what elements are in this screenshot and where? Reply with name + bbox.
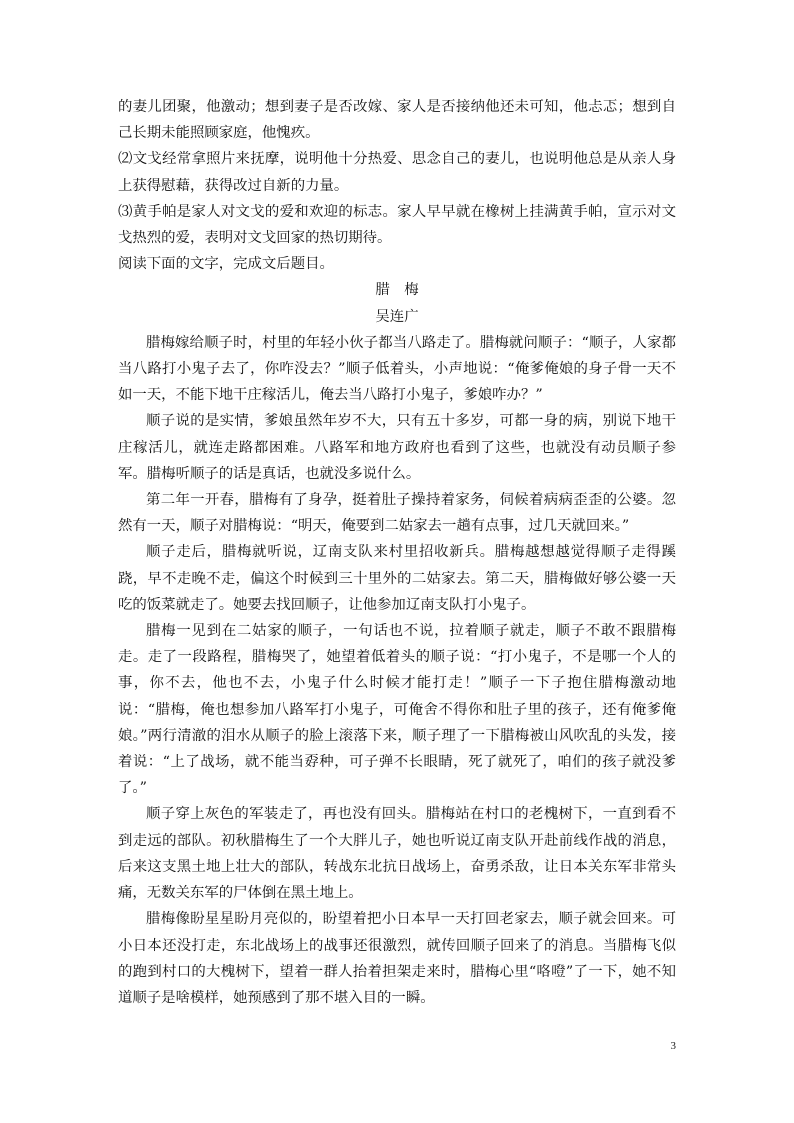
story-paragraph-6: 顺子穿上灰色的军装走了，再也没有回头。腊梅站在村口的老槐树下，一直到看不到走远的部队。初秋腊梅生了一个大胖儿子，她也听说辽南支队开赴前线作战的消息，后来这支黑土地上壮大的部队，转战东北抗日战场上，奋勇杀敌，让日本关东军非常头痛，无数关东军的尸体倒在黑土地上。 bbox=[118, 806, 676, 902]
story-paragraph-5: 腊梅一见到在二姑家的顺子，一句话也不说，拉着顺子就走，顺子不敢不跟腊梅走。走了一段路程，腊梅哭了，她望着低着头的顺子说：“打小鬼子，不是哪一个人的事，你不去，他也不去，小鬼子什么时候才能打走！”顺子一下子抱住腊梅激动地说：“腊梅，俺也想参加八路军打小鬼子，可俺舍不得你和肚子里的孩子，还有俺爹俺娘。”两行清澈的泪水从顺子的脸上滚落下来，顺子理了一下腊梅被山风吹乱的头发，接着说：“上了战场，就不能当孬种，可子弹不长眼睛，死了就死了，咱们的孩子就没爹了。” bbox=[118, 623, 676, 797]
answer-paragraph-3: ⑶黄手帕是家人对文戈的爱和欢迎的标志。家人早早就在橡树上挂满黄手帕，宣示对文戈热烈的爱，表明对文戈回家的热切期待。 bbox=[118, 203, 676, 247]
answer-paragraph-2: ⑵文戈经常拿照片来抚摩，说明他十分热爱、思念自己的妻儿，也说明他总是从亲人身上获得慰藉，获得改过自新的力量。 bbox=[118, 151, 676, 194]
document-page bbox=[118, 94, 676, 1011]
answer-paragraph-1: 的妻儿团聚，他激动；想到妻子是否改嫁、家人是否接纳他还未可知，他忐忑；想到自己长期未能照顾家庭，他愧疚。 bbox=[118, 99, 676, 142]
story-paragraph-3: 第二年一开春，腊梅有了身孕，挺着肚子操持着家务，伺候着病病歪歪的公婆。忽然有一天，顺子对腊梅说：“明天，俺要到二姑家去一趟有点事，过几天就回来。” bbox=[118, 492, 676, 535]
reading-instruction: 阅读下面的文字，完成文后题目。 bbox=[118, 256, 334, 273]
page-number: 3 bbox=[670, 1040, 676, 1052]
story-paragraph-1: 腊梅嫁给顺子时，村里的年轻小伙子都当八路走了。腊梅就问顺子：“顺子，人家都当八路打小鬼子去了，你咋没去？”顺子低着头，小声地说：“俺爹俺娘的身子骨一天不如一天，不能下地干庄稼活儿，俺去当八路打小鬼子，爹娘咋办？” bbox=[118, 334, 676, 404]
story-paragraph-7: 腊梅像盼星星盼月亮似的，盼望着把小日本早一天打回老家去，顺子就会回来。可小日本还没打走，东北战场上的战事还很激烈，就传回顺子回来了的消息。当腊梅飞似的跑到村口的大槐树下，望着一群人抬着担架走来时，腊梅心里“咯噔”了一下，她不知道顺子是啥模样，她预感到了那不堪入目的一瞬。 bbox=[118, 911, 676, 1006]
story-paragraph-2: 顺子说的是实情，爹娘虽然年岁不大，只有五十多岁，可都一身的病，别说下地干庄稼活儿，就连走路都困难。八路军和地方政府也看到了这些，也就没有动员顺子参军。腊梅听顺子的话是真话，也就没多说什么。 bbox=[118, 413, 676, 482]
story-author: 吴连广 bbox=[375, 308, 419, 325]
story-paragraph-4: 顺子走后，腊梅就听说，辽南支队来村里招收新兵。腊梅越想越觉得顺子走得蹊跷，早不走晚不走，偏这个时候到三十里外的二姑家去。第二天，腊梅做好够公婆一天吃的饭菜就走了。她要去找回顺子，让他参加辽南支队打小鬼子。 bbox=[118, 544, 676, 613]
story-title: 腊 梅 bbox=[375, 282, 419, 299]
